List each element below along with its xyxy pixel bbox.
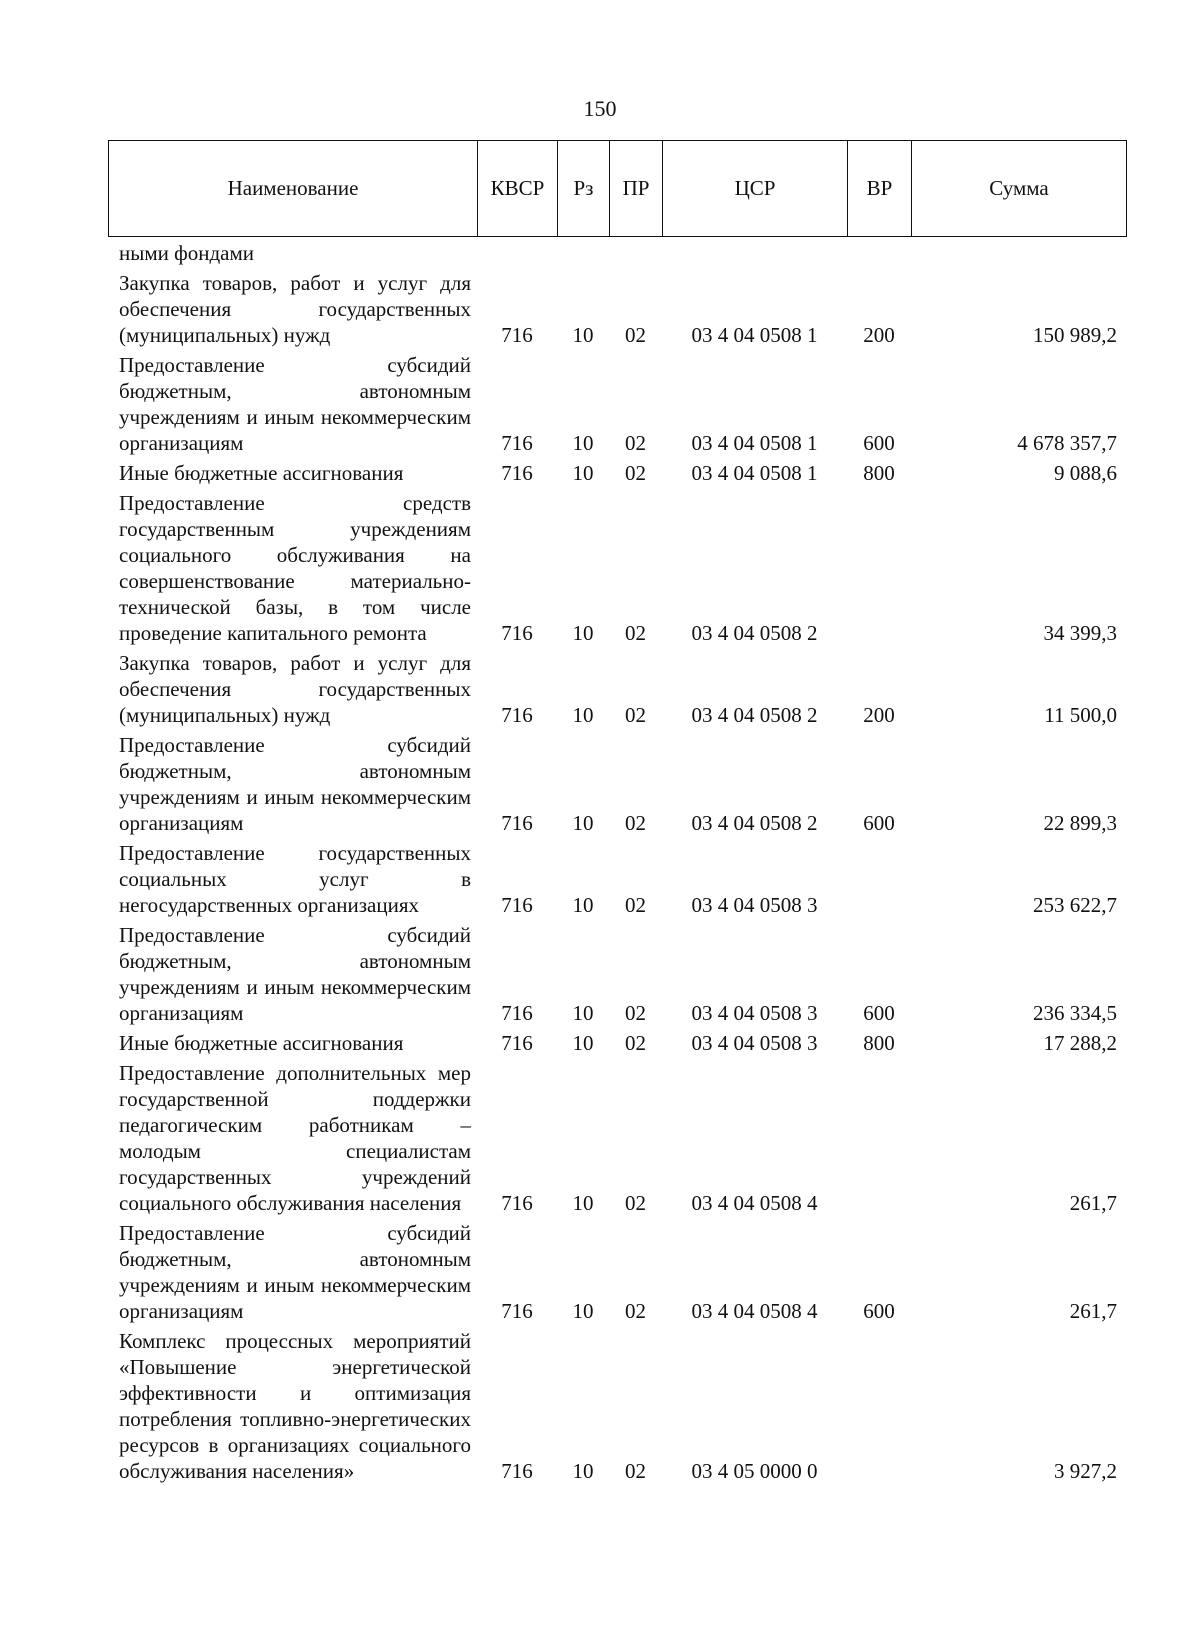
table-header [108, 140, 1127, 237]
table-row [108, 838, 1126, 920]
cell-name: Иные бюджетные ассигнования [119, 461, 404, 485]
page-number: 150 [583, 96, 617, 121]
cell-sum: 3 927,2 [1054, 1459, 1117, 1483]
cell-sum: 253 622,7 [1033, 893, 1117, 917]
cell-name: Предоставление средств государственным учреждениям социального обслуживания на совершенствование материально-технической базы, в том числе проведение капитального ремонта [119, 491, 471, 645]
cell-pr [609, 238, 662, 268]
cell-pr: 02 [625, 1191, 646, 1215]
table-row [108, 268, 1126, 350]
table-row [108, 1218, 1126, 1326]
cell-pr: 02 [625, 1001, 646, 1025]
cell-name: Предоставление субсидий бюджетным, автономным учреждениям и иным некоммерческим организациям [119, 1221, 471, 1323]
cell-pr: 02 [625, 621, 646, 645]
cell-rz: 10 [572, 621, 594, 645]
cell-vr: 600 [863, 1299, 895, 1323]
column-header-kvsr: КВСР [478, 141, 558, 237]
cell-csr: 03 4 04 0508 2 [691, 703, 818, 727]
cell-pr: 02 [625, 431, 646, 455]
cell-rz: 10 [572, 1459, 594, 1483]
cell-sum: 22 899,3 [1043, 811, 1117, 835]
table-rows [108, 238, 1126, 1486]
cell-sum: 261,7 [1069, 1191, 1117, 1215]
cell-kvsr: 716 [501, 1031, 533, 1055]
cell-name: ными фондами [119, 241, 255, 265]
cell-kvsr: 716 [501, 1459, 533, 1483]
cell-kvsr: 716 [501, 621, 533, 645]
cell-kvsr: 716 [501, 431, 533, 455]
cell-pr: 02 [625, 893, 646, 917]
cell-kvsr: 716 [501, 1001, 533, 1025]
table-row [108, 458, 1126, 488]
cell-vr: 600 [863, 1001, 895, 1025]
cell-csr: 03 4 04 0508 1 [691, 323, 818, 347]
cell-csr [662, 238, 847, 268]
cell-rz: 10 [572, 811, 594, 835]
table-row [108, 1058, 1126, 1218]
column-header-pr: ПР [610, 141, 663, 237]
cell-pr: 02 [625, 1031, 646, 1055]
cell-name: Закупка товаров, работ и услуг для обеспечения государственных (муниципальных) нужд [119, 651, 471, 727]
budget-table-body [108, 238, 1126, 1486]
cell-csr: 03 4 04 0508 2 [691, 621, 818, 645]
cell-kvsr: 716 [501, 893, 533, 917]
cell-name: Предоставление субсидий бюджетным, автономным учреждениям и иным некоммерческим организациям [119, 923, 471, 1025]
table-row [108, 488, 1126, 648]
cell-vr [847, 488, 911, 648]
cell-csr: 03 4 04 0508 2 [691, 811, 818, 835]
column-header-csr: ЦСР [663, 141, 848, 237]
cell-pr: 02 [625, 811, 646, 835]
cell-rz: 10 [572, 703, 594, 727]
cell-vr [847, 1326, 911, 1486]
cell-csr: 03 4 04 0508 3 [691, 1001, 818, 1025]
cell-vr: 200 [863, 323, 895, 347]
cell-vr: 800 [863, 1031, 895, 1055]
cell-kvsr: 716 [501, 1299, 533, 1323]
cell-kvsr: 716 [501, 811, 533, 835]
table-row [108, 350, 1126, 458]
table-row [108, 1326, 1126, 1486]
cell-sum: 34 399,3 [1043, 621, 1117, 645]
cell-sum: 17 288,2 [1043, 1031, 1117, 1055]
table-row [108, 1028, 1126, 1058]
cell-name: Закупка товаров, работ и услуг для обеспечения государственных (муниципальных) нужд [119, 271, 471, 347]
cell-csr: 03 4 04 0508 3 [691, 893, 818, 917]
column-header-sum: Сумма [912, 141, 1127, 237]
cell-sum: 150 989,2 [1033, 323, 1117, 347]
cell-rz: 10 [572, 461, 594, 485]
cell-vr: 200 [863, 703, 895, 727]
cell-name: Предоставление дополнительных мер государственной поддержки педагогическим работникам – молодым специалистам государственных учреждений социального обслуживания населения [119, 1061, 471, 1215]
cell-pr: 02 [625, 703, 646, 727]
cell-name: Предоставление субсидий бюджетным, автономным учреждениям и иным некоммерческим организациям [119, 733, 471, 835]
cell-csr: 03 4 04 0508 1 [691, 461, 818, 485]
cell-sum [911, 238, 1126, 268]
cell-csr: 03 4 04 0508 1 [691, 431, 818, 455]
cell-sum: 4 678 357,7 [1017, 431, 1117, 455]
cell-pr: 02 [625, 1459, 646, 1483]
column-header-rz: Рз [558, 141, 610, 237]
cell-csr: 03 4 04 0508 4 [691, 1299, 818, 1323]
cell-kvsr: 716 [501, 323, 533, 347]
cell-kvsr: 716 [501, 703, 533, 727]
cell-rz: 10 [572, 1299, 594, 1323]
cell-rz: 10 [572, 431, 594, 455]
table-row [108, 920, 1126, 1028]
cell-pr: 02 [625, 461, 646, 485]
cell-csr: 03 4 04 0508 3 [691, 1031, 818, 1055]
cell-name: Предоставление субсидий бюджетным, автономным учреждениям и иным некоммерческим организациям [119, 353, 471, 455]
cell-rz [557, 238, 609, 268]
cell-sum: 11 500,0 [1044, 703, 1117, 727]
cell-rz: 10 [572, 1031, 594, 1055]
table-row [108, 648, 1126, 730]
cell-kvsr: 716 [501, 1191, 533, 1215]
cell-csr: 03 4 05 0000 0 [691, 1459, 818, 1483]
column-header-vr: ВР [848, 141, 912, 237]
cell-vr [847, 1058, 911, 1218]
cell-vr: 800 [863, 461, 895, 485]
cell-pr: 02 [625, 323, 646, 347]
cell-kvsr [477, 238, 557, 268]
cell-name: Иные бюджетные ассигнования [119, 1031, 404, 1055]
cell-sum: 236 334,5 [1033, 1001, 1117, 1025]
cell-pr: 02 [625, 1299, 646, 1323]
cell-csr: 03 4 04 0508 4 [691, 1191, 818, 1215]
cell-sum: 261,7 [1069, 1299, 1117, 1323]
cell-rz: 10 [572, 1191, 594, 1215]
column-header-name: Наименование [109, 141, 478, 237]
cell-vr [847, 838, 911, 920]
cell-name: Комплекс процессных мероприятий «Повышение энергетической эффективности и оптимизация потребления топливно-энергетических ресурсов в организациях социального обслуживания населения» [119, 1329, 471, 1483]
cell-vr: 600 [863, 811, 895, 835]
table-row [108, 238, 1126, 268]
cell-rz: 10 [572, 893, 594, 917]
cell-rz: 10 [572, 323, 594, 347]
cell-sum: 9 088,6 [1054, 461, 1117, 485]
cell-vr [847, 238, 911, 268]
cell-vr: 600 [863, 431, 895, 455]
cell-kvsr: 716 [501, 461, 533, 485]
cell-rz: 10 [572, 1001, 594, 1025]
cell-name: Предоставление государственных социальных услуг в негосударственных организациях [119, 841, 471, 917]
table-row [108, 730, 1126, 838]
